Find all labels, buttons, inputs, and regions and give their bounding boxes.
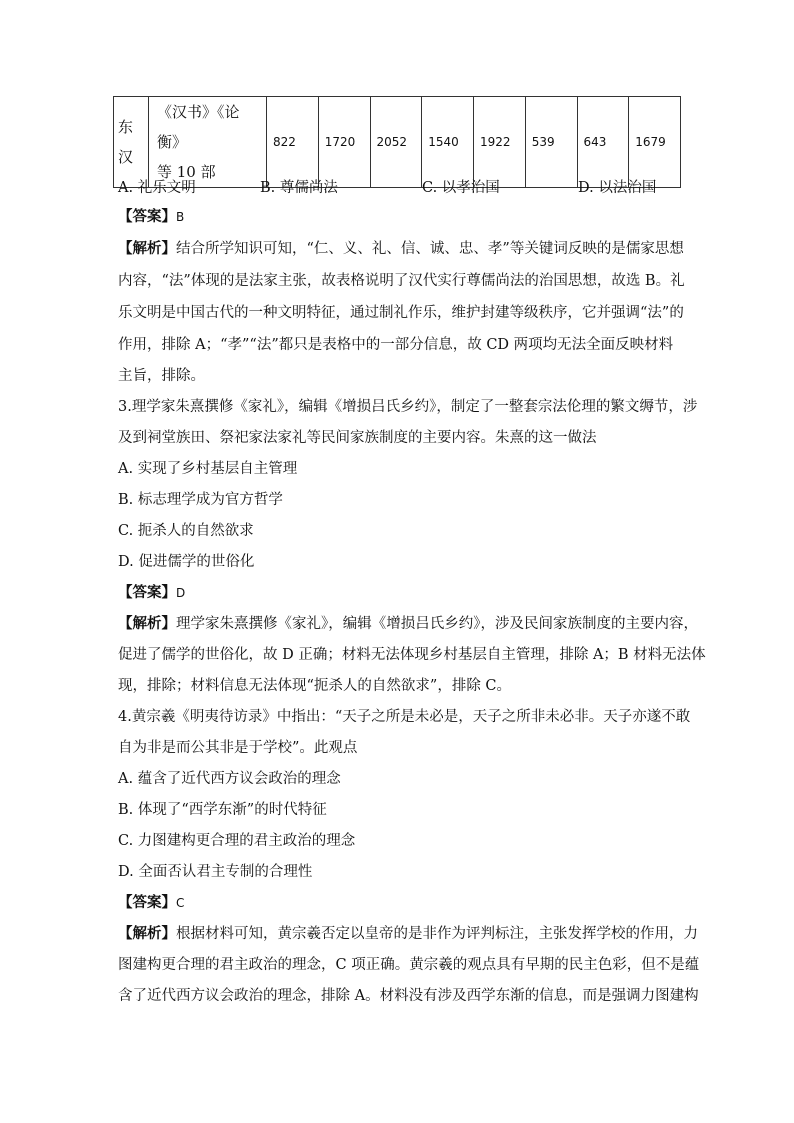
table-cell: 1679 [629,97,681,188]
q2-analysis-line: 乐文明是中国古代的一种文明特征，通过制礼作乐，维护封建等级秩序，它并强调“法”的 [118,305,684,321]
q4-option-c: C. 力图建构更合理的君主政治的理念 [118,833,356,849]
q2-option-a: A. 礼乐文明 [118,180,196,196]
q3-stem-line: 3.理学家朱熹撰修《家礼》，编辑《增损吕氏乡约》，制定了一整套宗法伦理的繁文缛节，涉 [118,399,698,415]
q4-analysis-line [118,924,698,944]
q4-answer [118,893,184,913]
table-cell: 822 [267,97,319,188]
answer-label: 【答案】 [118,208,176,225]
data-table [113,96,681,188]
q4-stem-line: 自为非是而公其非是于学校”。此观点 [118,740,358,756]
q2-analysis-line: 内容，“法”体现的是法家主张，故表格说明了汉代实行尊儒尚法的治国思想，故选 B。礼 [118,273,685,289]
table-cell: 643 [577,97,629,188]
q3-analysis-line [118,614,698,634]
analysis-label: 【解析】 [118,615,176,632]
answer-value: D [176,586,186,600]
analysis-label: 【解析】 [118,240,176,257]
q3-option-c: C. 扼杀人的自然欲求 [118,523,254,539]
q3-analysis-line: 现，排除；材料信息无法体现“扼杀人的自然欲求”，排除 C。 [118,678,512,694]
q2-analysis-line: 主旨，排除。 [118,368,205,384]
analysis-label: 【解析】 [118,925,176,942]
table-cell: 2052 [370,97,422,188]
table-cell: 1922 [474,97,526,188]
answer-value: C [176,896,185,910]
analysis-text: 理学家朱熹撰修《家礼》，编辑《增损吕氏乡约》，涉及民间家族制度的主要内容， [176,616,698,632]
era-cell: 东汉 [114,97,149,188]
q2-option-d: D. 以法治国 [578,180,657,196]
analysis-text: 根据材料可知，黄宗羲否定以皇帝的是非作为评判标注，主张发挥学校的作用，力 [176,926,698,942]
books-cell [149,97,267,188]
table-cell: 1720 [318,97,370,188]
q4-analysis-line: 含了近代西方议会政治的理念，排除 A。材料没有涉及西学东渐的信息，而是强调力图建构 [118,988,699,1004]
table-cell: 539 [525,97,577,188]
table-row [114,97,681,188]
answer-label: 【答案】 [118,894,176,911]
q3-option-a: A. 实现了乡村基层自主管理 [118,461,298,477]
q4-stem-line: 4.黄宗羲《明夷待访录》中指出：“天子之所是未必是，天子之所非未必非。天子亦遂不敢 [118,709,691,725]
books-line: 《汉书》《论衡》 [157,103,240,151]
q4-option-a: A. 蕴含了近代西方议会政治的理念 [118,771,341,787]
books-line: 等 10 部 [157,163,216,181]
q3-stem-line: 及到祠堂族田、祭祀家法家礼等民间家族制度的主要内容。朱熹的这一做法 [118,430,597,446]
q4-option-d: D. 全面否认君主专制的合理性 [118,864,313,880]
q2-answer [118,207,184,227]
q4-option-b: B. 体现了“西学东渐”的时代特征 [118,802,327,818]
table-cell: 1540 [422,97,474,188]
q3-answer [118,583,185,603]
answer-value: B [176,210,185,224]
q2-analysis-line: 作用，排除 A；“孝”“法”都只是表格中的一部分信息，故 CD 两项均无法全面反映材料 [118,337,674,353]
q2-option-b: B. 尊儒尚法 [260,180,338,196]
q3-analysis-line: 促进了儒学的世俗化，故 D 正确；材料无法体现乡村基层自主管理，排除 A；B 材料无法体 [118,647,706,663]
answer-label: 【答案】 [118,584,176,601]
q3-option-b: B. 标志理学成为官方哲学 [118,492,283,508]
q3-option-d: D. 促进儒学的世俗化 [118,554,255,570]
q4-analysis-line: 图建构更合理的君主政治的理念，C 项正确。黄宗羲的观点具有早期的民主色彩，但不是蕴 [118,957,700,973]
q2-analysis-line [118,239,684,259]
analysis-text: 结合所学知识可知，“仁、义、礼、信、诚、忠、孝”等关键词反映的是儒家思想 [176,241,684,257]
q2-option-c: C. 以孝治国 [422,180,500,196]
